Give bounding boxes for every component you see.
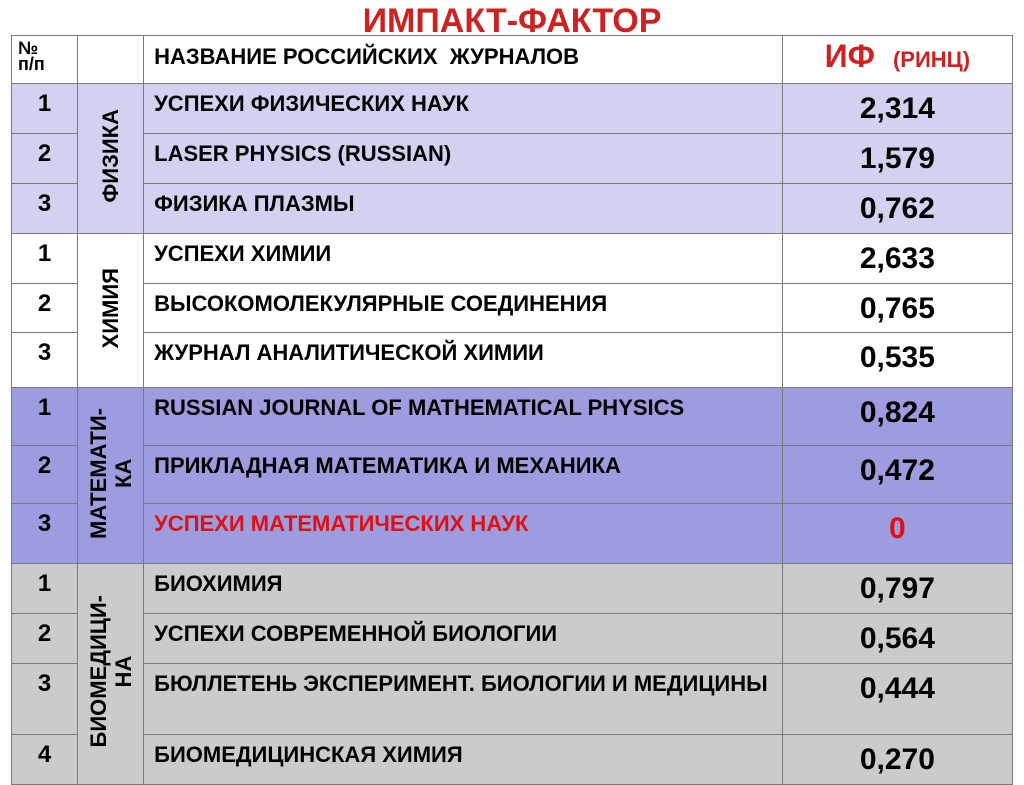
journal-name: БИОХИМИЯ	[144, 564, 783, 614]
row-num: 2	[12, 284, 78, 333]
subject-math	[78, 388, 144, 564]
table-row	[12, 184, 1013, 234]
impact-factor: 0,270	[782, 735, 1012, 785]
subject-label: ФИЗИКА	[98, 109, 124, 203]
subject-label: ХИМИЯ	[98, 267, 124, 349]
row-num: 1	[12, 564, 78, 614]
impact-factor: 0,765	[782, 284, 1012, 333]
journal-name: УСПЕХИ ФИЗИЧЕСКИХ НАУК	[144, 84, 783, 134]
subject-physics	[78, 84, 144, 234]
journal-name: БИОМЕДИЦИНСКАЯ ХИМИЯ	[144, 735, 783, 785]
row-num: 2	[12, 446, 78, 504]
header-num	[12, 36, 78, 84]
table-row	[12, 388, 1013, 446]
row-num: 1	[12, 84, 78, 134]
table-row	[12, 614, 1013, 664]
row-num: 3	[12, 333, 78, 388]
impact-factor: 0,564	[782, 614, 1012, 664]
impact-factor: 0,535	[782, 333, 1012, 388]
subject-chemistry	[78, 234, 144, 388]
journal-name: УСПЕХИ ХИМИИ	[144, 234, 783, 284]
subject-label: БИОМЕДИЦИ- НА	[85, 595, 136, 748]
table-row	[12, 84, 1013, 134]
row-num: 2	[12, 614, 78, 664]
header-name-label: НАЗВАНИЕ РОССИЙСКИХ ЖУРНАЛОВ	[154, 44, 580, 69]
impact-factor: 1,579	[782, 134, 1012, 184]
journal-name: УСПЕХИ МАТЕМАТИЧЕСКИХ НАУК	[144, 504, 783, 564]
impact-factor-table	[11, 35, 1013, 785]
impact-factor: 0,824	[782, 388, 1012, 446]
impact-factor: 0,762	[782, 184, 1012, 234]
impact-factor: 2,314	[782, 84, 1012, 134]
page-title: ИМПАКТ-ФАКТОР	[362, 2, 662, 40]
impact-factor: 0,797	[782, 564, 1012, 614]
header-num-label: № п/п	[18, 38, 45, 74]
table-row	[12, 735, 1013, 785]
journal-name: БЮЛЛЕТЕНЬ ЭКСПЕРИМЕНТ. БИОЛОГИИ И МЕДИЦИНЫ	[144, 664, 783, 735]
journal-name: УСПЕХИ СОВРЕМЕННОЙ БИОЛОГИИ	[144, 614, 783, 664]
journal-name: ФИЗИКА ПЛАЗМЫ	[144, 184, 783, 234]
table-row	[12, 284, 1013, 333]
header-if-label: ИФ	[824, 38, 875, 74]
table-row	[12, 333, 1013, 388]
subject-biomed	[78, 564, 144, 785]
journal-name: ЖУРНАЛ АНАЛИТИЧЕСКОЙ ХИМИИ	[144, 333, 783, 388]
header-if-source: (РИНЦ)	[892, 47, 971, 72]
journal-name: LASER PHYSICS (RUSSIAN)	[144, 134, 783, 184]
header-subject	[78, 36, 144, 84]
header-row	[12, 36, 1013, 84]
impact-factor: 0,472	[782, 446, 1012, 504]
row-num: 1	[12, 388, 78, 446]
table-row	[12, 446, 1013, 504]
impact-factor: 0	[782, 504, 1012, 564]
table-row	[12, 504, 1013, 564]
table-row	[12, 234, 1013, 284]
row-num: 2	[12, 134, 78, 184]
row-num: 1	[12, 234, 78, 284]
journal-name: RUSSIAN JOURNAL OF MATHEMATICAL PHYSICS	[144, 388, 783, 446]
journal-name: ВЫСОКОМОЛЕКУЛЯРНЫЕ СОЕДИНЕНИЯ	[144, 284, 783, 333]
row-num: 3	[12, 664, 78, 735]
table-row	[12, 564, 1013, 614]
row-num: 3	[12, 504, 78, 564]
table-row	[12, 134, 1013, 184]
journal-name: ПРИКЛАДНАЯ МАТЕМАТИКА И МЕХАНИКА	[144, 446, 783, 504]
header-name	[144, 36, 783, 84]
row-num: 4	[12, 735, 78, 785]
impact-factor: 2,633	[782, 234, 1012, 284]
subject-label: МАТЕМАТИ- КА	[85, 407, 136, 539]
impact-factor: 0,444	[782, 664, 1012, 735]
header-if	[782, 36, 1012, 84]
row-num: 3	[12, 184, 78, 234]
table-row	[12, 664, 1013, 735]
